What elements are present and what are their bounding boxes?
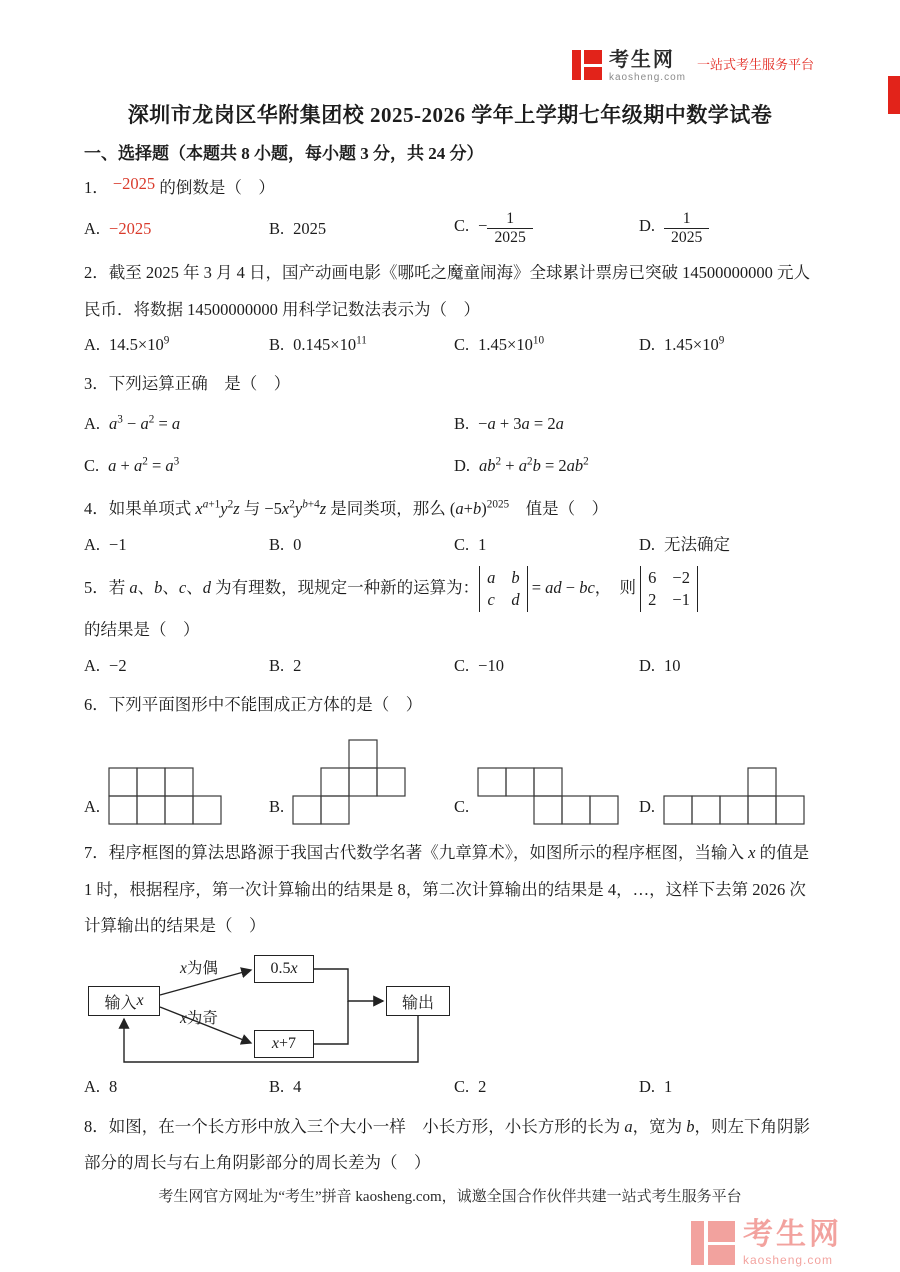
question-8 bbox=[84, 1109, 816, 1182]
brand-slogan: 一站式考生服务平台 bbox=[696, 57, 814, 72]
option-5a bbox=[84, 653, 269, 679]
option-label: D. bbox=[639, 797, 656, 817]
option-value: 2 bbox=[478, 1077, 487, 1097]
question-3-stem: 3．下列运算正确 是（ ） bbox=[84, 374, 291, 394]
option-5c bbox=[454, 653, 639, 679]
option-label: A. bbox=[84, 655, 101, 675]
option-value: $\frac{1}{2025}$ bbox=[664, 216, 709, 235]
option-label: B. bbox=[454, 413, 470, 433]
question-4-options bbox=[84, 532, 816, 558]
option-label: A. bbox=[84, 334, 101, 354]
flowchart-input-box: 输入 x bbox=[88, 986, 160, 1016]
option-label: B. bbox=[269, 797, 285, 817]
option-label: D. bbox=[639, 1077, 656, 1097]
option-value: 0 bbox=[293, 534, 302, 554]
option-value: 10 bbox=[664, 655, 681, 675]
option-7d bbox=[639, 1074, 816, 1100]
brand-text bbox=[609, 50, 686, 83]
flowchart-odd-box: x +7 bbox=[254, 1030, 314, 1058]
flowchart-odd-label: x为奇 bbox=[180, 1010, 218, 1028]
option-value: $a + a^2 = a^3$ bbox=[108, 455, 180, 475]
flowchart-even-label: x为偶 bbox=[180, 960, 218, 978]
question-7-options bbox=[84, 1074, 816, 1100]
option-3d bbox=[454, 453, 816, 479]
question-5 bbox=[84, 566, 816, 679]
question-5-options bbox=[84, 653, 816, 679]
option-label: C. bbox=[454, 334, 470, 354]
option-6c bbox=[454, 767, 639, 825]
option-value: −2 bbox=[109, 655, 127, 675]
question-3-options bbox=[84, 411, 816, 480]
option-value: −10 bbox=[478, 655, 504, 675]
question-1-options bbox=[84, 210, 816, 247]
watermark-text bbox=[743, 1220, 842, 1266]
watermark-name: 考生网 bbox=[743, 1218, 842, 1251]
option-4a bbox=[84, 532, 269, 558]
exam-title: 深圳市龙岗区华附集团校 2025-2026 学年上学期七年级期中数学试卷 bbox=[127, 103, 773, 127]
option-value: −a + 3a = 2a bbox=[478, 413, 564, 433]
option-label: B. bbox=[269, 655, 285, 675]
option-value: $1.45\times 10^{10}$ bbox=[478, 334, 545, 354]
option-label: A. bbox=[84, 218, 101, 238]
option-2d bbox=[639, 332, 816, 358]
option-label: B. bbox=[269, 1077, 285, 1097]
option-label: C. bbox=[454, 1077, 470, 1097]
option-value: $ab^2 + a^2b = 2ab^2$ bbox=[479, 455, 589, 475]
option-value: $0.145\times 10^{11}$ bbox=[293, 334, 367, 354]
option-value: 4 bbox=[293, 1077, 302, 1097]
question-1 bbox=[84, 170, 816, 247]
option-label: C. bbox=[454, 797, 470, 817]
option-2c bbox=[454, 332, 639, 358]
option-5d bbox=[639, 653, 816, 679]
option-7c bbox=[454, 1074, 639, 1100]
question-2 bbox=[84, 255, 816, 358]
option-4d bbox=[639, 532, 816, 558]
cube-net-c bbox=[477, 767, 619, 825]
option-label: A. bbox=[84, 534, 101, 554]
question-3 bbox=[84, 366, 816, 479]
question-1-stem: 1． −2025 的倒数是（ ） bbox=[84, 174, 275, 197]
option-7b bbox=[269, 1074, 454, 1100]
brand-logo bbox=[572, 50, 814, 83]
option-value: 无法确定 bbox=[664, 534, 731, 554]
brand-domain: kaosheng.com bbox=[608, 72, 686, 83]
option-value: − $\frac{1}{2025}$ bbox=[478, 216, 533, 235]
cube-net-a bbox=[108, 767, 222, 825]
option-value: $a^3 - a^2 = a$ bbox=[109, 413, 181, 433]
cube-net-b bbox=[292, 739, 406, 825]
flowchart bbox=[86, 950, 516, 1070]
question-8-stem: 8．如图，在一个长方形中放入三个大小一样 小长方形，小长方形的长为 a，宽为 b，则左下角阴影部分的周长与右上角阴影部分的周长差为（ ） bbox=[84, 1116, 810, 1172]
option-value: $1.45\times 10^9$ bbox=[664, 334, 725, 354]
brand-name: 考生网 bbox=[608, 49, 675, 71]
option-value: $14.5\times 10^9$ bbox=[109, 334, 170, 354]
option-label: D. bbox=[639, 334, 656, 354]
option-label: D. bbox=[639, 215, 656, 235]
question-4 bbox=[84, 491, 816, 558]
option-value: 2 bbox=[293, 655, 302, 675]
brand-logo-icon bbox=[572, 50, 602, 80]
question-2-options bbox=[84, 332, 816, 358]
option-value: 8 bbox=[109, 1077, 118, 1097]
option-3a bbox=[84, 411, 454, 437]
option-4c bbox=[454, 532, 639, 558]
question-4-stem: 4．如果单项式 $x^{a+1}y^2z$ 与 $-5x^2y^{b+4}z$ 是同类项，那么 $(a+b)^{2025}$ 值是（ ） bbox=[84, 498, 609, 519]
option-6a bbox=[84, 767, 269, 825]
corner-ribbon bbox=[888, 76, 900, 114]
option-7a bbox=[84, 1074, 269, 1100]
option-6b bbox=[269, 739, 454, 825]
option-2b bbox=[269, 332, 454, 358]
watermark-domain: kaosheng.com bbox=[743, 1253, 834, 1267]
site-header bbox=[0, 0, 900, 83]
option-label: D. bbox=[454, 456, 471, 475]
question-5-stem: 5．若 a、b、c、d 为有理数，现规定一种新的运算为： a b c d = ad − bc， 则 6 −2 2 −1 的结果是（ ） bbox=[84, 566, 816, 649]
cube-net-d bbox=[663, 767, 805, 825]
option-3b bbox=[454, 411, 816, 437]
option-1b bbox=[269, 216, 454, 242]
option-label: D. bbox=[639, 534, 656, 554]
option-4b bbox=[269, 532, 454, 558]
option-label: A. bbox=[84, 413, 101, 433]
option-label: C. bbox=[454, 534, 470, 554]
option-label: D. bbox=[639, 655, 656, 675]
option-value: −2025 bbox=[109, 218, 152, 238]
option-2a bbox=[84, 332, 269, 358]
question-6-options bbox=[84, 729, 816, 825]
flowchart-output-box: 输出 bbox=[386, 986, 450, 1016]
flowchart-even-box: 0.5 x bbox=[254, 955, 314, 983]
option-value: 2025 bbox=[293, 218, 327, 238]
option-label: B. bbox=[269, 334, 285, 354]
option-label: C. bbox=[84, 456, 100, 475]
option-6d bbox=[639, 767, 816, 825]
exam-content bbox=[0, 99, 900, 1181]
page-footer: 考生网官方网址为“考生”拼音 kaosheng.com，诚邀全国合作伙伴共建一站式考生服务平台 bbox=[158, 1189, 742, 1205]
option-label: C. bbox=[454, 215, 470, 235]
brand-watermark bbox=[691, 1220, 842, 1266]
option-value: −1 bbox=[109, 534, 127, 554]
question-6 bbox=[84, 687, 816, 825]
section-heading: 一、选择题（本题共 8 小题，每小题 3 分，共 24 分） bbox=[84, 144, 484, 163]
question-2-stem: 2．截至 2025 年 3 月 4 日，国产动画电影《哪吒之魔童闹海》全球累计票房已突破 14500000000 元人民币．将数据 14500000000 用科学记数法表示为（ ） bbox=[84, 263, 810, 319]
option-1c bbox=[454, 210, 639, 247]
option-label: C. bbox=[454, 655, 470, 675]
option-label: A. bbox=[84, 1077, 101, 1097]
question-7-stem: 7．程序框图的算法思路源于我国古代数学名著《九章算术》，如图所示的程序框图，当输入 x 的值是 1 时，根据程序，第一次计算输出的结果是 8，第二次计算输出的结果是 4，…，这样下去第 2026 次计算输出的结果是（ ） bbox=[84, 843, 810, 935]
option-1d bbox=[639, 210, 816, 247]
option-label: B. bbox=[269, 534, 285, 554]
watermark-logo-icon bbox=[691, 1221, 735, 1265]
option-value: 1 bbox=[664, 1077, 673, 1097]
option-label: A. bbox=[84, 797, 101, 817]
option-label: B. bbox=[269, 218, 285, 238]
question-7 bbox=[84, 835, 816, 1100]
option-5b bbox=[269, 653, 454, 679]
option-3c bbox=[84, 453, 454, 479]
option-value: 1 bbox=[478, 534, 487, 554]
option-1a bbox=[84, 216, 269, 242]
question-6-stem: 6．下列平面图形中不能围成正方体的是（ ） bbox=[84, 695, 423, 715]
